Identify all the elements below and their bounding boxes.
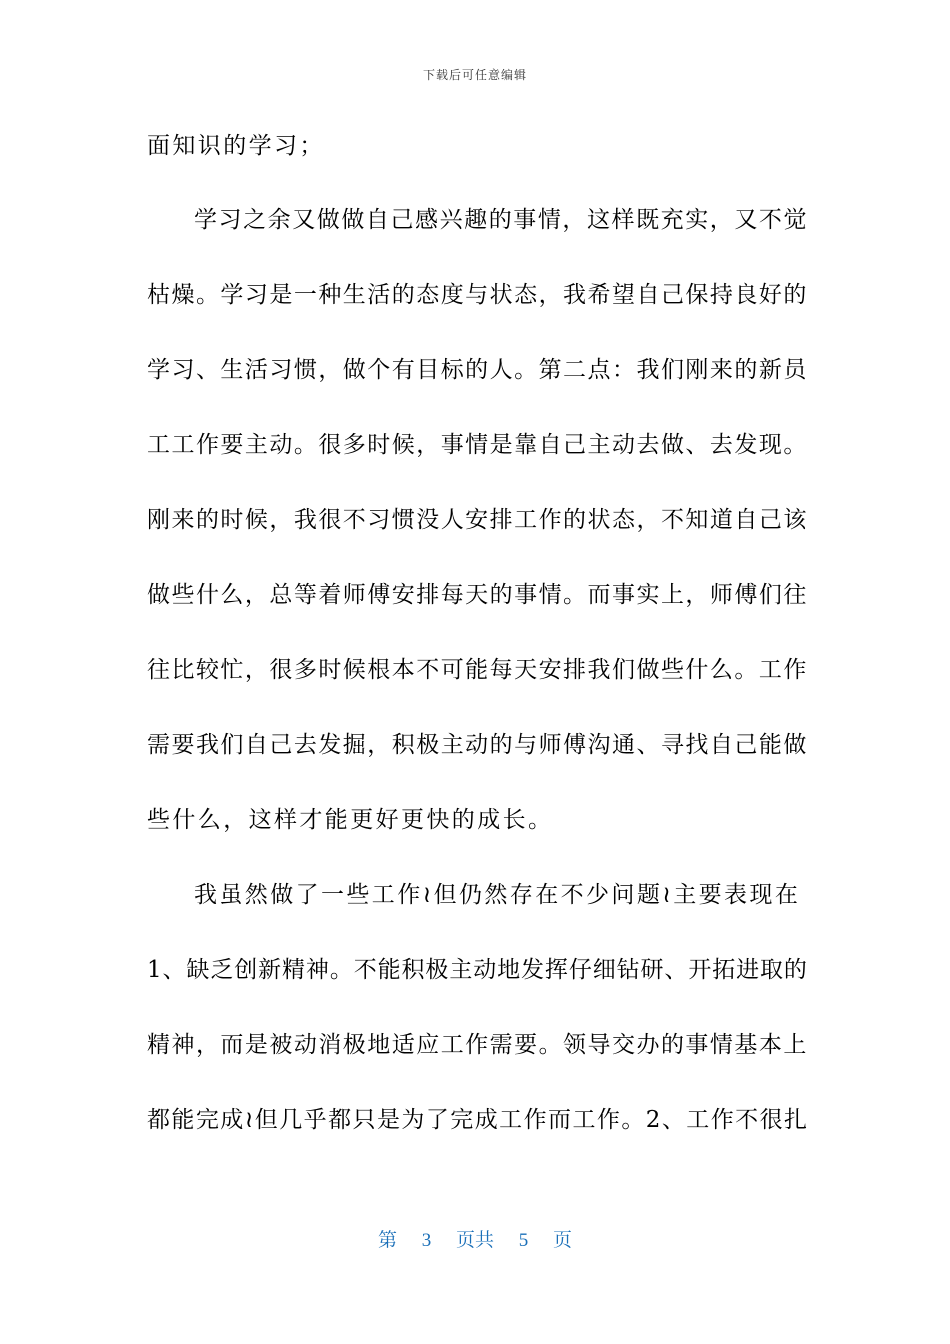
text-line: 学习、生活习惯，做个有目标的人。第二点：我们刚来的新员: [147, 357, 808, 383]
text-line: 精神，而是被动消极地适应工作需要。领导交办的事情基本上: [147, 1032, 808, 1058]
text-line: 刚来的时候，我很不习惯没人安排工作的状态，不知道自己该: [147, 507, 808, 533]
text-line: 枯燥。学习是一种生活的态度与状态，我希望自己保持良好的: [147, 282, 808, 308]
footer-middle: 页共: [455, 1230, 494, 1251]
page-footer: [0, 1225, 950, 1252]
paragraph-first-line: 我虽然做了一些工作≀但仍然存在不少问题≀主要表现在: [194, 882, 801, 908]
footer-prefix: 第: [377, 1230, 397, 1251]
text-line: 往比较忙，很多时候根本不可能每天安排我们做些什么。工作: [147, 657, 808, 683]
text-line: 些什么，这样才能更好更快的成长。: [147, 807, 554, 833]
page-header: 下载后可任意编辑: [422, 68, 527, 82]
text-line: 做些什么，总等着师傅安排每天的事情。而事实上，师傅们往: [147, 582, 808, 608]
text-line: 1、缺乏创新精神。不能积极主动地发挥仔细钻研、开拓进取的: [147, 957, 808, 983]
text-line: 都能完成≀但几乎都只是为了完成工作而工作。2、工作不很扎: [147, 1107, 809, 1133]
text-line: 需要我们自己去发掘，积极主动的与师傅沟通、寻找自己能做: [147, 732, 808, 758]
footer-suffix: 页: [553, 1230, 573, 1251]
current-page-number: 3: [421, 1230, 432, 1251]
text-line: 面知识的学习；: [147, 133, 325, 159]
text-line: 工工作要主动。很多时候，事情是靠自己主动去做、去发现。: [147, 432, 808, 458]
paragraph-first-line: 学习之余又做做自己感兴趣的事情，这样既充实，又不觉: [194, 207, 808, 233]
total-pages-number: 5: [518, 1230, 529, 1251]
